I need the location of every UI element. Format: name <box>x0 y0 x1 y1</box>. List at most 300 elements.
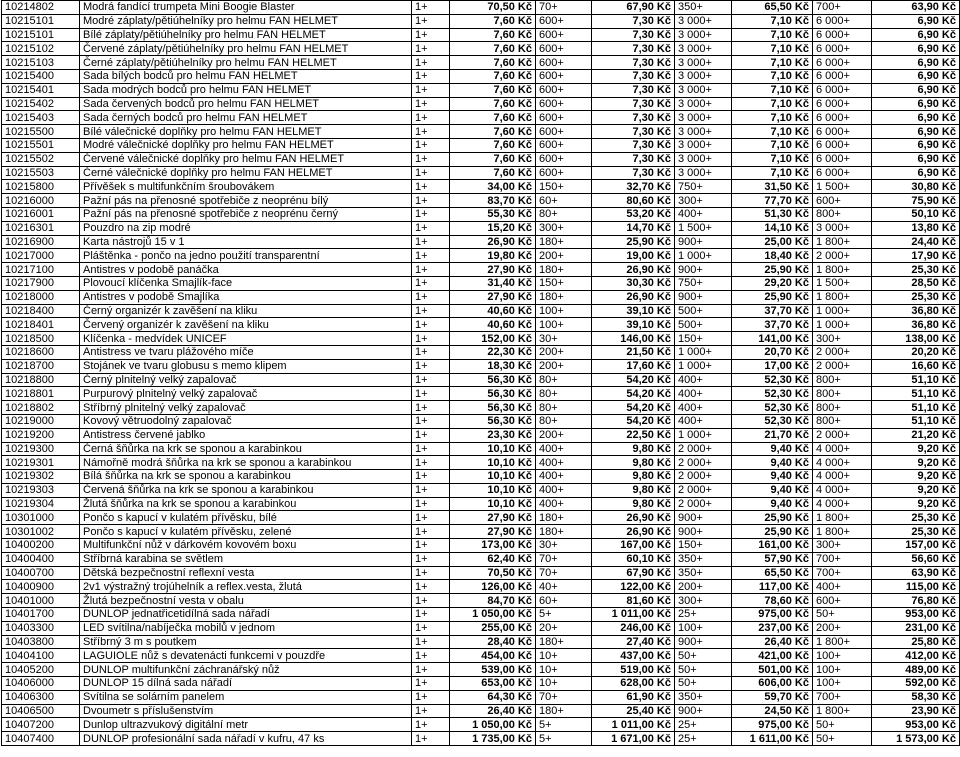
qty-tier4-cell: 1 800+ <box>813 235 872 249</box>
price-tier1-cell: 26,90 Kč <box>450 235 536 249</box>
table-row <box>2 345 960 359</box>
qty-tier2-cell: 180+ <box>536 635 592 649</box>
product-name-cell: Černá šňůrka na krk se sponou a karabinkou <box>80 442 412 456</box>
qty-tier2-cell: 40+ <box>536 580 592 594</box>
price-tier2-cell: 14,70 Kč <box>592 221 675 235</box>
price-tier3-cell: 161,00 Kč <box>732 539 813 553</box>
table-row <box>2 608 960 622</box>
product-name-cell: Stříbrný plnitelný velký zapalovač <box>80 401 412 415</box>
qty-tier4-cell: 4 000+ <box>813 483 872 497</box>
price-tier2-cell: 26,90 Kč <box>592 511 675 525</box>
table-row <box>2 621 960 635</box>
qty-tier1-cell: 1+ <box>412 704 450 718</box>
product-code-cell: 10215800 <box>2 180 80 194</box>
price-tier3-cell: 52,30 Kč <box>732 414 813 428</box>
product-code-cell: 10219304 <box>2 497 80 511</box>
product-code-cell: 10301002 <box>2 525 80 539</box>
price-tier1-cell: 23,30 Kč <box>450 428 536 442</box>
price-tier4-cell: 13,80 Kč <box>872 221 960 235</box>
price-tier1-cell: 40,60 Kč <box>450 318 536 332</box>
price-tier1-cell: 64,30 Kč <box>450 690 536 704</box>
price-tier4-cell: 25,30 Kč <box>872 290 960 304</box>
product-code-cell: 10218800 <box>2 373 80 387</box>
price-tier3-cell: 52,30 Kč <box>732 401 813 415</box>
table-row <box>2 235 960 249</box>
price-tier2-cell: 7,30 Kč <box>592 69 675 83</box>
price-tier1-cell: 56,30 Kč <box>450 387 536 401</box>
product-name-cell: Pažní pás na přenosné spotřebiče z neoprénu bílý <box>80 194 412 208</box>
product-code-cell: 10215500 <box>2 125 80 139</box>
qty-tier3-cell: 300+ <box>675 194 732 208</box>
price-tier1-cell: 70,50 Kč <box>450 566 536 580</box>
qty-tier1-cell: 1+ <box>412 718 450 732</box>
qty-tier2-cell: 600+ <box>536 56 592 70</box>
qty-tier2-cell: 600+ <box>536 83 592 97</box>
qty-tier4-cell: 800+ <box>813 373 872 387</box>
qty-tier2-cell: 150+ <box>536 180 592 194</box>
qty-tier4-cell: 100+ <box>813 677 872 691</box>
product-name-cell: Červené záplaty/pětiúhelníky pro helmu FAN HELMET <box>80 42 412 56</box>
product-code-cell: 10215101 <box>2 14 80 28</box>
price-tier2-cell: 7,30 Kč <box>592 42 675 56</box>
qty-tier3-cell: 350+ <box>675 552 732 566</box>
price-tier3-cell: 7,10 Kč <box>732 125 813 139</box>
price-tier2-cell: 80,60 Kč <box>592 194 675 208</box>
product-name-cell: Černý organizér k zavěšení na kliku <box>80 304 412 318</box>
price-tier4-cell: 51,10 Kč <box>872 387 960 401</box>
qty-tier3-cell: 400+ <box>675 207 732 221</box>
price-tier2-cell: 54,20 Kč <box>592 414 675 428</box>
qty-tier4-cell: 300+ <box>813 332 872 346</box>
table-row <box>2 732 960 746</box>
product-code-cell: 10219303 <box>2 483 80 497</box>
qty-tier1-cell: 1+ <box>412 580 450 594</box>
price-tier2-cell: 30,30 Kč <box>592 276 675 290</box>
qty-tier4-cell: 6 000+ <box>813 152 872 166</box>
price-tier2-cell: 1 011,00 Kč <box>592 608 675 622</box>
product-code-cell: 10215400 <box>2 69 80 83</box>
price-tier3-cell: 14,10 Kč <box>732 221 813 235</box>
qty-tier3-cell: 3 000+ <box>675 138 732 152</box>
price-tier1-cell: 152,00 Kč <box>450 332 536 346</box>
table-row <box>2 690 960 704</box>
price-tier2-cell: 628,00 Kč <box>592 677 675 691</box>
qty-tier4-cell: 6 000+ <box>813 125 872 139</box>
price-tier2-cell: 7,30 Kč <box>592 28 675 42</box>
price-tier3-cell: 65,50 Kč <box>732 566 813 580</box>
qty-tier2-cell: 600+ <box>536 42 592 56</box>
qty-tier3-cell: 900+ <box>675 235 732 249</box>
table-row <box>2 414 960 428</box>
price-tier2-cell: 9,80 Kč <box>592 497 675 511</box>
product-name-cell: Stříbrný 3 m s poutkem <box>80 635 412 649</box>
product-name-cell: Karta nástrojů 15 v 1 <box>80 235 412 249</box>
price-tier1-cell: 7,60 Kč <box>450 28 536 42</box>
product-code-cell: 10218000 <box>2 290 80 304</box>
price-tier4-cell: 17,90 Kč <box>872 249 960 263</box>
price-tier3-cell: 7,10 Kč <box>732 83 813 97</box>
qty-tier1-cell: 1+ <box>412 83 450 97</box>
qty-tier2-cell: 600+ <box>536 28 592 42</box>
price-tier2-cell: 53,20 Kč <box>592 207 675 221</box>
price-tier3-cell: 237,00 Kč <box>732 621 813 635</box>
qty-tier3-cell: 25+ <box>675 732 732 746</box>
qty-tier1-cell: 1+ <box>412 483 450 497</box>
qty-tier2-cell: 600+ <box>536 111 592 125</box>
qty-tier3-cell: 500+ <box>675 318 732 332</box>
price-tier1-cell: 10,10 Kč <box>450 456 536 470</box>
product-name-cell: Sada červených bodců pro helmu FAN HELMET <box>80 97 412 111</box>
qty-tier3-cell: 2 000+ <box>675 456 732 470</box>
product-name-cell: Pouzdro na zip modré <box>80 221 412 235</box>
table-row <box>2 635 960 649</box>
price-tier1-cell: 27,90 Kč <box>450 511 536 525</box>
price-tier2-cell: 26,90 Kč <box>592 290 675 304</box>
qty-tier3-cell: 3 000+ <box>675 111 732 125</box>
qty-tier4-cell: 6 000+ <box>813 166 872 180</box>
qty-tier3-cell: 900+ <box>675 635 732 649</box>
product-name-cell: Červené válečnické doplňky pro helmu FAN HELMET <box>80 152 412 166</box>
qty-tier2-cell: 5+ <box>536 718 592 732</box>
price-tier4-cell: 953,00 Kč <box>872 718 960 732</box>
qty-tier2-cell: 30+ <box>536 332 592 346</box>
price-tier4-cell: 23,90 Kč <box>872 704 960 718</box>
price-tier3-cell: 25,90 Kč <box>732 290 813 304</box>
price-tier1-cell: 84,70 Kč <box>450 594 536 608</box>
qty-tier1-cell: 1+ <box>412 166 450 180</box>
price-tier4-cell: 30,80 Kč <box>872 180 960 194</box>
price-tier2-cell: 39,10 Kč <box>592 304 675 318</box>
qty-tier2-cell: 200+ <box>536 345 592 359</box>
product-name-cell: Pažní pás na přenosné spotřebiče z neoprénu černý <box>80 207 412 221</box>
qty-tier4-cell: 1 800+ <box>813 290 872 304</box>
price-tier4-cell: 592,00 Kč <box>872 677 960 691</box>
price-tier3-cell: 59,70 Kč <box>732 690 813 704</box>
product-code-cell: 10218401 <box>2 318 80 332</box>
qty-tier4-cell: 6 000+ <box>813 69 872 83</box>
qty-tier2-cell: 600+ <box>536 97 592 111</box>
price-tier4-cell: 115,00 Kč <box>872 580 960 594</box>
qty-tier1-cell: 1+ <box>412 125 450 139</box>
qty-tier2-cell: 600+ <box>536 138 592 152</box>
qty-tier2-cell: 600+ <box>536 14 592 28</box>
price-tier1-cell: 653,00 Kč <box>450 677 536 691</box>
price-tier4-cell: 6,90 Kč <box>872 14 960 28</box>
price-tier4-cell: 51,10 Kč <box>872 414 960 428</box>
price-tier2-cell: 7,30 Kč <box>592 97 675 111</box>
price-tier1-cell: 539,00 Kč <box>450 663 536 677</box>
price-tier1-cell: 126,00 Kč <box>450 580 536 594</box>
qty-tier2-cell: 10+ <box>536 677 592 691</box>
table-row <box>2 69 960 83</box>
product-name-cell: Pončo s kapucí v kulatém přívěsku, bílé <box>80 511 412 525</box>
price-tier2-cell: 27,40 Kč <box>592 635 675 649</box>
qty-tier2-cell: 5+ <box>536 608 592 622</box>
qty-tier1-cell: 1+ <box>412 276 450 290</box>
table-row <box>2 42 960 56</box>
product-code-cell: 10400400 <box>2 552 80 566</box>
qty-tier3-cell: 150+ <box>675 539 732 553</box>
product-code-cell: 10406000 <box>2 677 80 691</box>
price-tier2-cell: 21,50 Kč <box>592 345 675 359</box>
qty-tier3-cell: 2 000+ <box>675 497 732 511</box>
product-code-cell: 10400200 <box>2 539 80 553</box>
table-row <box>2 28 960 42</box>
qty-tier4-cell: 800+ <box>813 387 872 401</box>
qty-tier4-cell: 1 800+ <box>813 263 872 277</box>
qty-tier1-cell: 1+ <box>412 511 450 525</box>
price-tier2-cell: 81,60 Kč <box>592 594 675 608</box>
price-tier4-cell: 25,30 Kč <box>872 263 960 277</box>
table-row <box>2 456 960 470</box>
product-name-cell: Bílé záplaty/pětiúhelníky pro helmu FAN HELMET <box>80 28 412 42</box>
price-tier2-cell: 26,90 Kč <box>592 525 675 539</box>
product-name-cell: Černý plnitelný velký zapalovač <box>80 373 412 387</box>
product-name-cell: Bílé válečnické doplňky pro helmu FAN HELMET <box>80 125 412 139</box>
qty-tier2-cell: 80+ <box>536 373 592 387</box>
price-tier4-cell: 6,90 Kč <box>872 166 960 180</box>
qty-tier3-cell: 1 500+ <box>675 221 732 235</box>
qty-tier4-cell: 2 000+ <box>813 345 872 359</box>
qty-tier1-cell: 1+ <box>412 263 450 277</box>
price-tier3-cell: 25,90 Kč <box>732 263 813 277</box>
table-row <box>2 511 960 525</box>
qty-tier3-cell: 900+ <box>675 525 732 539</box>
qty-tier1-cell: 1+ <box>412 180 450 194</box>
product-name-cell: Sada modrých bodců pro helmu FAN HELMET <box>80 83 412 97</box>
price-tier2-cell: 167,00 Kč <box>592 539 675 553</box>
price-list-table <box>1 0 960 746</box>
price-tier1-cell: 22,30 Kč <box>450 345 536 359</box>
qty-tier4-cell: 700+ <box>813 566 872 580</box>
price-tier1-cell: 7,60 Kč <box>450 138 536 152</box>
product-name-cell: DUNLOP multifunkční záchranářský nůž <box>80 663 412 677</box>
price-tier2-cell: 7,30 Kč <box>592 14 675 28</box>
price-tier4-cell: 6,90 Kč <box>872 83 960 97</box>
product-code-cell: 10405200 <box>2 663 80 677</box>
price-tier3-cell: 7,10 Kč <box>732 69 813 83</box>
qty-tier1-cell: 1+ <box>412 539 450 553</box>
qty-tier3-cell: 900+ <box>675 290 732 304</box>
price-tier4-cell: 28,50 Kč <box>872 276 960 290</box>
table-row <box>2 125 960 139</box>
qty-tier4-cell: 600+ <box>813 594 872 608</box>
price-tier4-cell: 6,90 Kč <box>872 56 960 70</box>
price-tier4-cell: 75,90 Kč <box>872 194 960 208</box>
price-tier3-cell: 606,00 Kč <box>732 677 813 691</box>
price-tier2-cell: 60,10 Kč <box>592 552 675 566</box>
price-tier3-cell: 7,10 Kč <box>732 97 813 111</box>
price-list-body <box>2 1 960 746</box>
price-tier1-cell: 27,90 Kč <box>450 263 536 277</box>
price-tier3-cell: 57,90 Kč <box>732 552 813 566</box>
product-code-cell: 10218700 <box>2 359 80 373</box>
product-name-cell: LAGUIOLE nůž s devatenácti funkcemi v pouzdře <box>80 649 412 663</box>
table-row <box>2 180 960 194</box>
qty-tier2-cell: 180+ <box>536 235 592 249</box>
price-tier3-cell: 9,40 Kč <box>732 483 813 497</box>
price-tier4-cell: 24,40 Kč <box>872 235 960 249</box>
price-tier4-cell: 231,00 Kč <box>872 621 960 635</box>
product-name-cell: Modrá fandící trumpeta Mini Boogie Blaster <box>80 1 412 15</box>
qty-tier2-cell: 80+ <box>536 414 592 428</box>
price-tier1-cell: 10,10 Kč <box>450 442 536 456</box>
product-code-cell: 10215401 <box>2 83 80 97</box>
product-name-cell: Modré válečnické doplňky pro helmu FAN HELMET <box>80 138 412 152</box>
qty-tier3-cell: 3 000+ <box>675 83 732 97</box>
product-code-cell: 10215502 <box>2 152 80 166</box>
price-tier4-cell: 16,60 Kč <box>872 359 960 373</box>
product-name-cell: Purpurový plnitelný velký zapalovač <box>80 387 412 401</box>
price-tier1-cell: 7,60 Kč <box>450 42 536 56</box>
qty-tier3-cell: 750+ <box>675 276 732 290</box>
price-tier2-cell: 9,80 Kč <box>592 442 675 456</box>
qty-tier1-cell: 1+ <box>412 552 450 566</box>
price-tier2-cell: 146,00 Kč <box>592 332 675 346</box>
qty-tier1-cell: 1+ <box>412 608 450 622</box>
qty-tier3-cell: 350+ <box>675 566 732 580</box>
price-tier3-cell: 975,00 Kč <box>732 718 813 732</box>
product-code-cell: 10400900 <box>2 580 80 594</box>
qty-tier1-cell: 1+ <box>412 387 450 401</box>
qty-tier1-cell: 1+ <box>412 373 450 387</box>
qty-tier1-cell: 1+ <box>412 290 450 304</box>
qty-tier4-cell: 100+ <box>813 663 872 677</box>
product-code-cell: 10218500 <box>2 332 80 346</box>
product-name-cell: Bílá šňůrka na krk se sponou a karabinkou <box>80 470 412 484</box>
product-name-cell: Žlutá šňůrka na krk se sponou a karabinkou <box>80 497 412 511</box>
price-tier2-cell: 54,20 Kč <box>592 401 675 415</box>
price-tier4-cell: 412,00 Kč <box>872 649 960 663</box>
qty-tier3-cell: 25+ <box>675 718 732 732</box>
product-code-cell: 10217100 <box>2 263 80 277</box>
table-row <box>2 566 960 580</box>
qty-tier2-cell: 400+ <box>536 456 592 470</box>
qty-tier2-cell: 600+ <box>536 152 592 166</box>
price-tier1-cell: 7,60 Kč <box>450 69 536 83</box>
qty-tier4-cell: 600+ <box>813 194 872 208</box>
price-tier3-cell: 24,50 Kč <box>732 704 813 718</box>
qty-tier3-cell: 200+ <box>675 580 732 594</box>
qty-tier1-cell: 1+ <box>412 207 450 221</box>
price-tier3-cell: 9,40 Kč <box>732 497 813 511</box>
qty-tier2-cell: 200+ <box>536 359 592 373</box>
price-tier3-cell: 7,10 Kč <box>732 111 813 125</box>
price-tier3-cell: 9,40 Kč <box>732 442 813 456</box>
price-tier4-cell: 138,00 Kč <box>872 332 960 346</box>
product-code-cell: 10215403 <box>2 111 80 125</box>
product-name-cell: Sada bílých bodců pro helmu FAN HELMET <box>80 69 412 83</box>
product-code-cell: 10403300 <box>2 621 80 635</box>
price-tier1-cell: 454,00 Kč <box>450 649 536 663</box>
price-tier2-cell: 1 011,00 Kč <box>592 718 675 732</box>
qty-tier1-cell: 1+ <box>412 525 450 539</box>
table-row <box>2 221 960 235</box>
qty-tier1-cell: 1+ <box>412 401 450 415</box>
table-row <box>2 304 960 318</box>
qty-tier4-cell: 3 000+ <box>813 221 872 235</box>
qty-tier4-cell: 700+ <box>813 552 872 566</box>
product-name-cell: Antistress červené jablko <box>80 428 412 442</box>
price-tier1-cell: 28,40 Kč <box>450 635 536 649</box>
price-tier4-cell: 9,20 Kč <box>872 456 960 470</box>
price-tier1-cell: 7,60 Kč <box>450 56 536 70</box>
qty-tier2-cell: 5+ <box>536 732 592 746</box>
table-row <box>2 649 960 663</box>
qty-tier4-cell: 6 000+ <box>813 111 872 125</box>
qty-tier2-cell: 30+ <box>536 539 592 553</box>
qty-tier3-cell: 50+ <box>675 677 732 691</box>
qty-tier2-cell: 400+ <box>536 470 592 484</box>
qty-tier1-cell: 1+ <box>412 635 450 649</box>
product-code-cell: 10215102 <box>2 42 80 56</box>
price-tier4-cell: 36,80 Kč <box>872 318 960 332</box>
price-tier3-cell: 18,40 Kč <box>732 249 813 263</box>
table-row <box>2 166 960 180</box>
qty-tier3-cell: 400+ <box>675 373 732 387</box>
price-tier1-cell: 15,20 Kč <box>450 221 536 235</box>
qty-tier3-cell: 500+ <box>675 304 732 318</box>
qty-tier4-cell: 2 000+ <box>813 428 872 442</box>
price-tier3-cell: 51,30 Kč <box>732 207 813 221</box>
qty-tier4-cell: 400+ <box>813 580 872 594</box>
table-row <box>2 111 960 125</box>
price-tier4-cell: 51,10 Kč <box>872 401 960 415</box>
qty-tier2-cell: 200+ <box>536 249 592 263</box>
qty-tier1-cell: 1+ <box>412 621 450 635</box>
qty-tier3-cell: 400+ <box>675 401 732 415</box>
qty-tier2-cell: 80+ <box>536 401 592 415</box>
price-tier2-cell: 26,90 Kč <box>592 263 675 277</box>
product-name-cell: Červený organizér k zavěšení na kliku <box>80 318 412 332</box>
qty-tier2-cell: 100+ <box>536 304 592 318</box>
product-name-cell: DUNLOP 15 dílná sada nářadí <box>80 677 412 691</box>
qty-tier2-cell: 10+ <box>536 649 592 663</box>
qty-tier2-cell: 100+ <box>536 318 592 332</box>
price-tier4-cell: 6,90 Kč <box>872 138 960 152</box>
price-tier3-cell: 421,00 Kč <box>732 649 813 663</box>
product-code-cell: 10218400 <box>2 304 80 318</box>
product-code-cell: 10215501 <box>2 138 80 152</box>
qty-tier2-cell: 10+ <box>536 663 592 677</box>
qty-tier4-cell: 100+ <box>813 649 872 663</box>
product-code-cell: 10216001 <box>2 207 80 221</box>
qty-tier3-cell: 900+ <box>675 704 732 718</box>
price-tier3-cell: 25,00 Kč <box>732 235 813 249</box>
price-tier4-cell: 25,30 Kč <box>872 525 960 539</box>
product-name-cell: DUNLOP profesionální sada nářadí v kufru, 47 ks <box>80 732 412 746</box>
product-code-cell: 10219300 <box>2 442 80 456</box>
product-name-cell: Černé válečnické doplňky pro helmu FAN HELMET <box>80 166 412 180</box>
price-tier1-cell: 1 735,00 Kč <box>450 732 536 746</box>
qty-tier2-cell: 200+ <box>536 428 592 442</box>
price-tier3-cell: 117,00 Kč <box>732 580 813 594</box>
qty-tier1-cell: 1+ <box>412 663 450 677</box>
table-row <box>2 97 960 111</box>
price-tier2-cell: 7,30 Kč <box>592 152 675 166</box>
price-tier1-cell: 26,40 Kč <box>450 704 536 718</box>
price-tier3-cell: 31,50 Kč <box>732 180 813 194</box>
product-name-cell: Kovový větruodolný zapalovač <box>80 414 412 428</box>
qty-tier1-cell: 1+ <box>412 359 450 373</box>
product-name-cell: Multifunkční nůž v dárkovém kovovém boxu <box>80 539 412 553</box>
product-name-cell: Černé záplaty/pětiúhelníky pro helmu FAN HELMET <box>80 56 412 70</box>
price-tier2-cell: 25,90 Kč <box>592 235 675 249</box>
table-row <box>2 318 960 332</box>
price-tier1-cell: 255,00 Kč <box>450 621 536 635</box>
qty-tier3-cell: 2 000+ <box>675 470 732 484</box>
price-tier4-cell: 58,30 Kč <box>872 690 960 704</box>
